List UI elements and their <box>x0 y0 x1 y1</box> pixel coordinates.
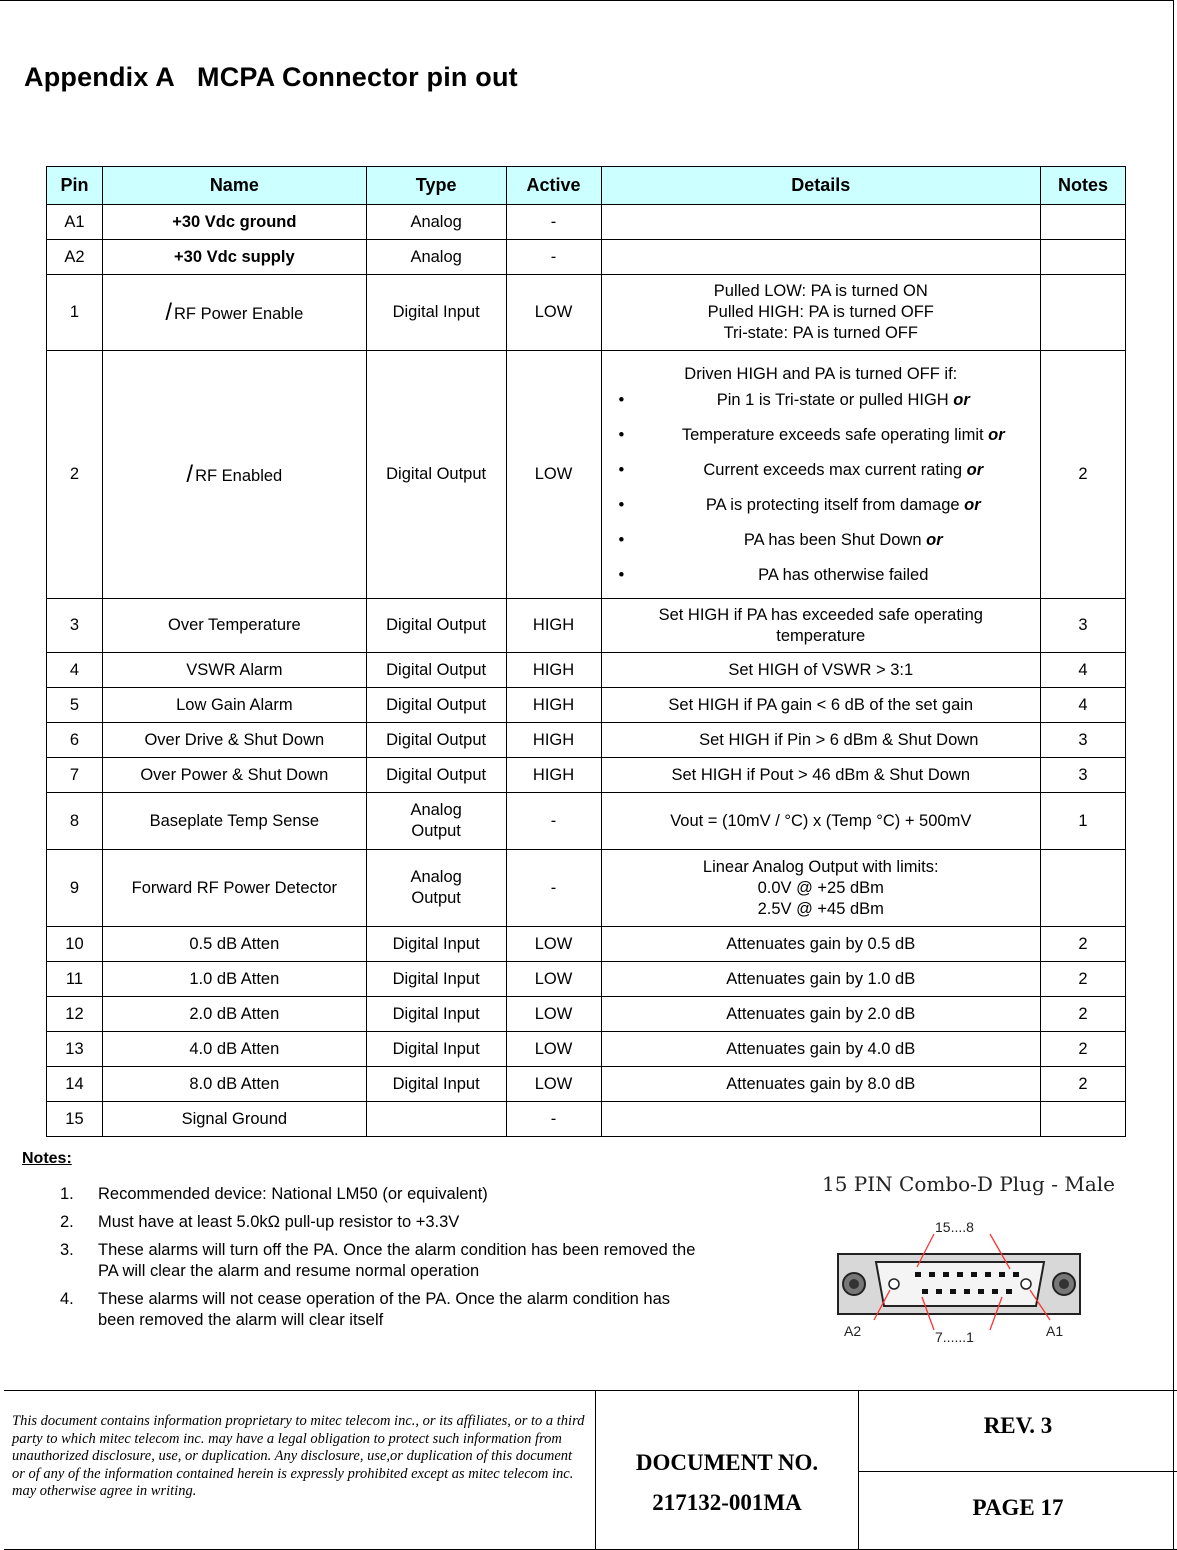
cell-active: LOW <box>506 1067 601 1102</box>
cell-type: Analog Output <box>366 850 506 927</box>
cell-type: Digital Input <box>366 927 506 962</box>
list-item: 4. These alarms will not cease operation of the PA. Once the alarm condition has been removed the alarm will clear itself <box>60 1290 670 1329</box>
table-header-row <box>47 167 1126 205</box>
cell-pin: 5 <box>47 688 103 723</box>
list-item: • PA has otherwise failed <box>606 565 1037 585</box>
table-row <box>47 240 1126 275</box>
table-row <box>47 599 1126 653</box>
cell-details: Attenuates gain by 0.5 dB <box>601 927 1041 962</box>
cell-name <box>102 351 366 599</box>
cell-notes: 3 <box>1041 599 1126 653</box>
page-title <box>24 62 518 93</box>
cell-type <box>366 1102 506 1137</box>
cell-name: Baseplate Temp Sense <box>102 793 366 850</box>
cell-type: Digital Output <box>366 723 506 758</box>
connector-title: 15 PIN Combo-D Plug - Male <box>822 1172 1115 1196</box>
details-line: Set HIGH if PA has exceeded safe operating <box>658 605 983 624</box>
cell-name: Signal Ground <box>102 1102 366 1137</box>
cell-pin: 4 <box>47 653 103 688</box>
cell-name: 8.0 dB Atten <box>102 1067 366 1102</box>
d-sub-face <box>876 1262 1044 1306</box>
cell-notes: 2 <box>1041 351 1126 599</box>
cell-details <box>601 240 1041 275</box>
cell-notes: 4 <box>1041 653 1126 688</box>
details-line: temperature <box>776 626 866 645</box>
cell-pin: 1 <box>47 275 103 351</box>
label-pins-7-1: 7......1 <box>935 1329 974 1345</box>
active-low-slash: / <box>186 460 194 488</box>
cell-active: LOW <box>506 997 601 1032</box>
cell-name: VSWR Alarm <box>102 653 366 688</box>
cell-name: +30 Vdc supply <box>102 240 366 275</box>
table-row <box>47 962 1126 997</box>
cell-name: Over Temperature <box>102 599 366 653</box>
proprietary-disclaimer: This document contains information proprietary to mitec telecom inc., or its affiliates, or to a third party to which mitec telecom inc. may have a legal obligation to protect such information from unauthorized disclosure, use, or duplication. Any disclosure, use,or duplication of this document or of any of the information contained herein is expressly prohibited except as mitec telecom inc. may otherwise agree in writing. <box>12 1413 585 1499</box>
cell-active: - <box>506 850 601 927</box>
document-number: 217132-001MA <box>652 1490 802 1515</box>
list-item: 2. Must have at least 5.0kΩ pull-up resistor to +3.3V <box>60 1213 460 1231</box>
appendix-label: Appendix A <box>24 62 176 92</box>
active-low-slash: / <box>165 298 173 326</box>
cell-name: 2.0 dB Atten <box>102 997 366 1032</box>
cell-type: Digital Input <box>366 1067 506 1102</box>
list-item: 1. Recommended device: National LM50 (or equivalent) <box>60 1185 488 1203</box>
cell-details: Set HIGH if Pout > 46 dBm & Shut Down <box>601 758 1041 793</box>
cell-active: HIGH <box>506 723 601 758</box>
connector-drawing <box>822 1172 1122 1352</box>
cell-name: 4.0 dB Atten <box>102 1032 366 1067</box>
cell-details: Attenuates gain by 1.0 dB <box>601 962 1041 997</box>
cell-notes <box>1041 1102 1126 1137</box>
cell-type: Digital Output <box>366 758 506 793</box>
notes-heading: Notes: <box>22 1150 72 1167</box>
cell-details <box>601 351 1041 599</box>
cell-details <box>601 275 1041 351</box>
document-footer <box>4 1390 1177 1550</box>
table-row <box>47 653 1126 688</box>
table-row <box>47 205 1126 240</box>
cell-details: Attenuates gain by 2.0 dB <box>601 997 1041 1032</box>
cell-type: Digital Input <box>366 275 506 351</box>
header-type: Type <box>366 167 506 205</box>
label-a2: A2 <box>844 1323 862 1339</box>
cell-pin: 9 <box>47 850 103 927</box>
cell-details <box>601 205 1041 240</box>
cell-details <box>601 599 1041 653</box>
table-row <box>47 275 1126 351</box>
cell-active: - <box>506 1102 601 1137</box>
list-item: • PA is protecting itself from damage or <box>606 495 1037 515</box>
cell-details: Attenuates gain by 4.0 dB <box>601 1032 1041 1067</box>
cell-name: Over Drive & Shut Down <box>102 723 366 758</box>
title-text: MCPA Connector pin out <box>197 62 518 92</box>
cell-type: Digital Output <box>366 599 506 653</box>
cell-active: HIGH <box>506 758 601 793</box>
cell-active: LOW <box>506 927 601 962</box>
notes-list <box>60 1184 800 1338</box>
connector-diagram <box>822 1172 1122 1352</box>
header-active: Active <box>506 167 601 205</box>
cell-notes <box>1041 240 1126 275</box>
label-a1: A1 <box>1046 1323 1064 1339</box>
table-row <box>47 1067 1126 1102</box>
cell-details: Set HIGH if PA gain < 6 dB of the set gain <box>601 688 1041 723</box>
cell-type: Digital Input <box>366 997 506 1032</box>
cell-pin: 3 <box>47 599 103 653</box>
cell-active: LOW <box>506 275 601 351</box>
header-name: Name <box>102 167 366 205</box>
cell-active: HIGH <box>506 688 601 723</box>
document-number-label: DOCUMENT NO. <box>635 1450 819 1475</box>
table-row <box>47 723 1126 758</box>
cell-details: Vout = (10mV / °C) x (Temp °C) + 500mV <box>601 793 1041 850</box>
cell-name: 1.0 dB Atten <box>102 962 366 997</box>
cell-type: Digital Output <box>366 653 506 688</box>
cell-pin: 2 <box>47 351 103 599</box>
cell-details: Attenuates gain by 8.0 dB <box>601 1067 1041 1102</box>
cell-pin: 15 <box>47 1102 103 1137</box>
details-line: 2.5V @ +45 dBm <box>757 899 884 918</box>
table-row <box>47 997 1126 1032</box>
list-item: • Pin 1 is Tri-state or pulled HIGH or <box>606 390 1037 410</box>
cell-pin: A1 <box>47 205 103 240</box>
cell-type: Digital Output <box>366 688 506 723</box>
header-notes: Notes <box>1041 167 1126 205</box>
cell-name: 0.5 dB Atten <box>102 927 366 962</box>
cell-name <box>102 275 366 351</box>
cell-pin: 7 <box>47 758 103 793</box>
details-intro: Driven HIGH and PA is turned OFF if: <box>684 364 958 383</box>
cell-active: - <box>506 793 601 850</box>
cell-notes <box>1041 850 1126 927</box>
label-pins-15-8: 15....8 <box>935 1219 974 1235</box>
cell-pin: 10 <box>47 927 103 962</box>
cell-notes: 3 <box>1041 758 1126 793</box>
details-line: 0.0V @ +25 dBm <box>757 878 884 897</box>
revision: REV. 3 <box>983 1413 1053 1438</box>
cell-type: Analog Output <box>366 793 506 850</box>
cell-pin: 11 <box>47 962 103 997</box>
details-line: Tri-state: PA is turned OFF <box>723 324 918 342</box>
table-row <box>47 688 1126 723</box>
details-bullet-list <box>606 390 1037 585</box>
table-row <box>47 793 1126 850</box>
header-pin: Pin <box>47 167 103 205</box>
cell-notes: 4 <box>1041 688 1126 723</box>
cell-type: Digital Input <box>366 962 506 997</box>
cell-active: LOW <box>506 1032 601 1067</box>
cell-notes: 2 <box>1041 997 1126 1032</box>
list-item: 3. These alarms will turn off the PA. Once the alarm condition has been removed the PA will clear the alarm and resume normal operation <box>60 1241 696 1280</box>
cell-notes: 2 <box>1041 1032 1126 1067</box>
document-number-block <box>596 1443 858 1523</box>
cell-type: Digital Input <box>366 1032 506 1067</box>
cell-active: HIGH <box>506 653 601 688</box>
cell-name: +30 Vdc ground <box>102 205 366 240</box>
cell-details <box>601 1102 1041 1137</box>
cell-pin: 14 <box>47 1067 103 1102</box>
cell-pin: 13 <box>47 1032 103 1067</box>
cell-notes: 2 <box>1041 962 1126 997</box>
cell-name: Low Gain Alarm <box>102 688 366 723</box>
mount-hole-left-center <box>849 1279 859 1289</box>
table-row <box>47 351 1126 599</box>
table-row <box>47 1102 1126 1137</box>
cell-active: HIGH <box>506 599 601 653</box>
page-number: PAGE 17 <box>972 1495 1064 1520</box>
cell-active: LOW <box>506 962 601 997</box>
cell-notes <box>1041 205 1126 240</box>
details-line: Linear Analog Output with limits: <box>702 857 939 876</box>
cell-type: Analog <box>366 205 506 240</box>
cell-name: Forward RF Power Detector <box>102 850 366 927</box>
cell-active: - <box>506 240 601 275</box>
cell-details: Set HIGH of VSWR > 3:1 <box>601 653 1041 688</box>
coax-pin-a1 <box>1021 1279 1031 1289</box>
list-item: • PA has been Shut Down or <box>606 530 1037 550</box>
coax-pin-a2 <box>889 1279 899 1289</box>
cell-name-text: RF Power Enable <box>174 304 304 323</box>
list-item: • Temperature exceeds safe operating limit or <box>606 425 1037 445</box>
table-row <box>47 758 1126 793</box>
cell-notes: 2 <box>1041 927 1126 962</box>
cell-pin: A2 <box>47 240 103 275</box>
cell-notes <box>1041 275 1126 351</box>
mount-hole-right-center <box>1059 1279 1069 1289</box>
cell-type: Analog <box>366 240 506 275</box>
cell-name: Over Power & Shut Down <box>102 758 366 793</box>
header-details: Details <box>601 167 1041 205</box>
cell-pin: 6 <box>47 723 103 758</box>
list-item: • Current exceeds max current rating or <box>606 460 1037 480</box>
cell-notes: 3 <box>1041 723 1126 758</box>
cell-name-text: RF Enabled <box>195 466 283 485</box>
table-row <box>47 1032 1126 1067</box>
pinout-table <box>46 166 1126 1137</box>
cell-notes: 1 <box>1041 793 1126 850</box>
cell-notes: 2 <box>1041 1067 1126 1102</box>
cell-pin: 12 <box>47 997 103 1032</box>
cell-pin: 8 <box>47 793 103 850</box>
cell-active: - <box>506 205 601 240</box>
table-row <box>47 850 1126 927</box>
cell-details <box>601 850 1041 927</box>
cell-type: Digital Output <box>366 351 506 599</box>
table-row <box>47 927 1126 962</box>
cell-active: LOW <box>506 351 601 599</box>
details-line: Pulled LOW: PA is turned ON <box>713 282 928 300</box>
details-line: Pulled HIGH: PA is turned OFF <box>707 303 934 321</box>
cell-details: Set HIGH if Pin > 6 dBm & Shut Down <box>601 723 1041 758</box>
